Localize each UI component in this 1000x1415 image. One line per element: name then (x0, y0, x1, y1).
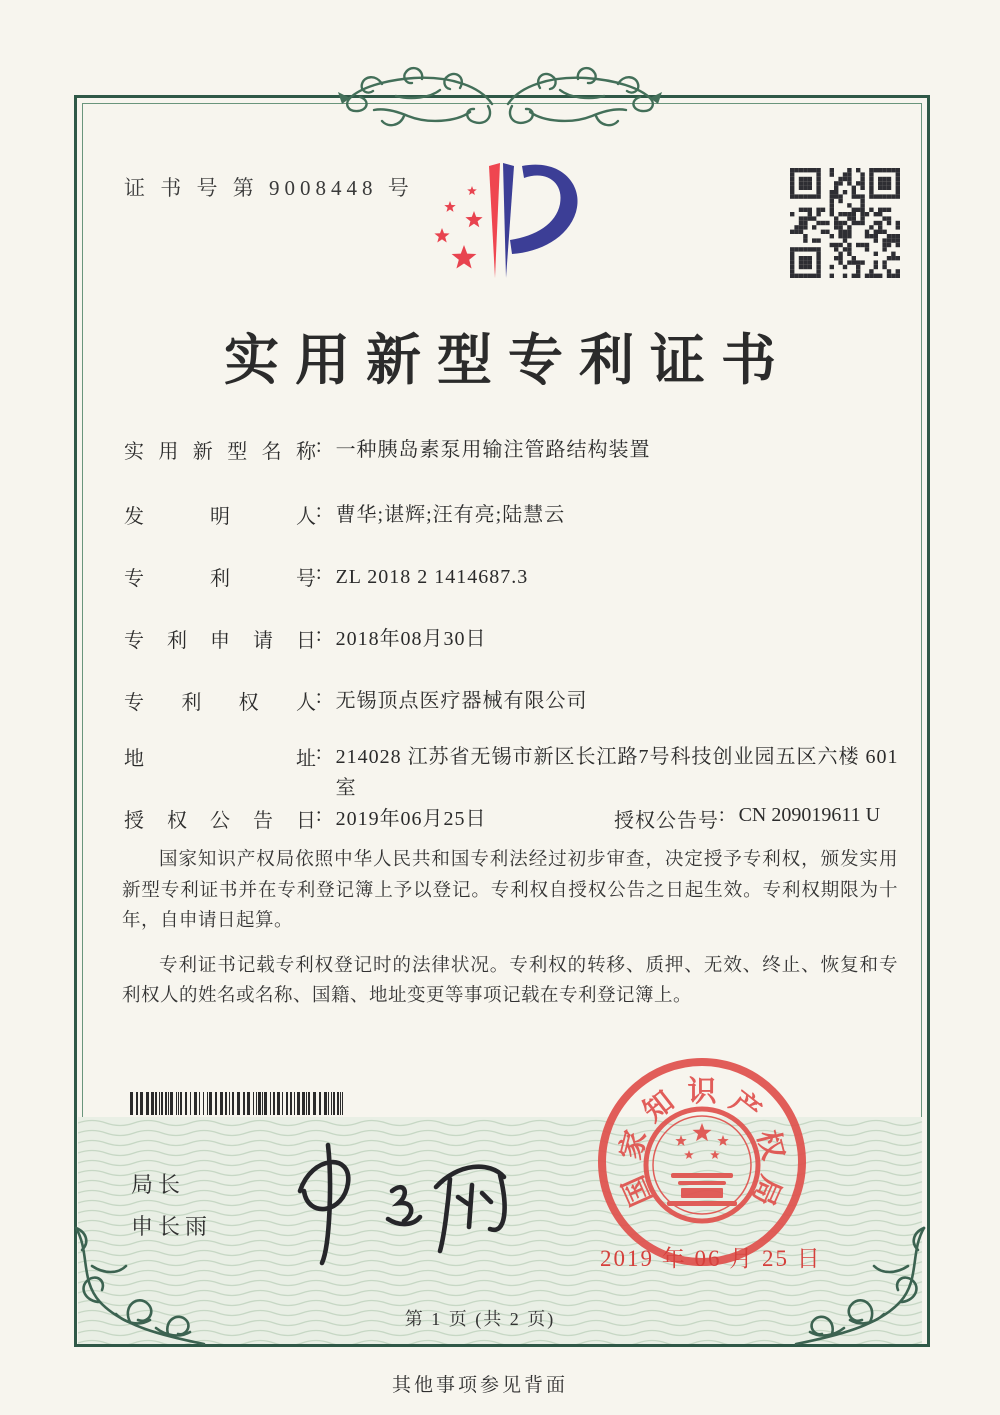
field-label: 授权公告日 (124, 810, 316, 832)
svg-text:产: 产 (723, 1085, 767, 1129)
field-row-patentee (124, 686, 588, 717)
field-colon: : (316, 686, 322, 708)
field-label: 授权公告号 (614, 810, 719, 832)
field-row-name (124, 435, 651, 466)
field-label: 专利号 (124, 568, 316, 590)
svg-text:家: 家 (615, 1127, 654, 1164)
field-row-filing-date (124, 624, 487, 655)
field-label: 实用新型名称 (124, 441, 316, 463)
field-grant-number (614, 804, 880, 833)
qr-code-icon (790, 168, 900, 278)
svg-text:国: 国 (617, 1170, 659, 1211)
field-value: 一种胰岛素泵用输注管路结构装置 (335, 439, 651, 461)
cnipa-patent-logo-icon (390, 152, 610, 294)
field-label: 发明人 (124, 506, 316, 528)
field-label: 专利权人 (124, 692, 316, 714)
svg-text:局: 局 (745, 1170, 787, 1211)
page-number: 第 1 页 (共 2 页) (404, 1309, 556, 1329)
field-value: 无锡顶点医疗器械有限公司 (335, 690, 588, 712)
svg-text:识: 识 (687, 1076, 717, 1108)
field-colon: : (316, 742, 322, 764)
field-colon: : (316, 624, 322, 646)
field-colon: : (316, 500, 322, 522)
dragon-ornament-icon (338, 64, 662, 140)
svg-text:知: 知 (637, 1085, 681, 1129)
field-colon: : (719, 804, 725, 826)
barcode-icon (130, 1092, 348, 1115)
svg-text:权: 权 (750, 1127, 789, 1164)
field-value: 曹华;谌辉;汪有亮;陆慧云 (335, 504, 566, 526)
field-value: 214028 江苏省无锡市新区长江路7号科技创业园五区六楼 601室 (335, 746, 899, 799)
field-colon: : (316, 804, 322, 826)
field-row-inventors (124, 500, 565, 531)
signer-title: 局长 (131, 1172, 186, 1197)
field-row-patent-number (124, 562, 528, 593)
field-label: 地址 (124, 748, 316, 770)
floral-corner-ornament-icon (64, 1222, 214, 1354)
field-label: 专利申请日 (124, 630, 316, 652)
field-colon: : (316, 435, 322, 457)
certificate-number: 证 书 号 第 9008448 号 (124, 176, 414, 200)
cnipa-seal-icon (593, 1053, 811, 1271)
field-value: 2019年06月25日 (335, 808, 487, 830)
field-value: ZL 2018 2 1414687.3 (335, 566, 529, 588)
field-row-grant-date (124, 804, 924, 835)
signer-name: 申长雨 (131, 1214, 213, 1239)
legal-text (122, 845, 898, 1026)
field-value: 2018年08月30日 (335, 628, 487, 650)
signature-icon (272, 1133, 522, 1268)
field-value: CN 209019611 U (738, 804, 881, 826)
certificate-title: 实用新型专利证书 (223, 330, 792, 391)
back-note: 其他事项参见背面 (391, 1375, 568, 1396)
legal-paragraph-2: 专利证书记载专利权登记时的法律状况。专利权的转移、质押、无效、终止、恢复和专利权人的姓名或名称、国籍、地址变更等事项记载在专利登记簿上。 (122, 955, 898, 1006)
seal-date: 2019 年 06 月 25 日 (600, 1246, 822, 1271)
legal-paragraph-1: 国家知识产权局依照中华人民共和国专利法经过初步审查，决定授予专利权，颁发实用新型专利证书并在专利登记簿上予以登记。专利权自授权公告之日起生效。专利权期限为十年，自申请日起算。 (122, 850, 898, 931)
field-colon: : (316, 562, 322, 584)
field-row-address (124, 742, 902, 804)
